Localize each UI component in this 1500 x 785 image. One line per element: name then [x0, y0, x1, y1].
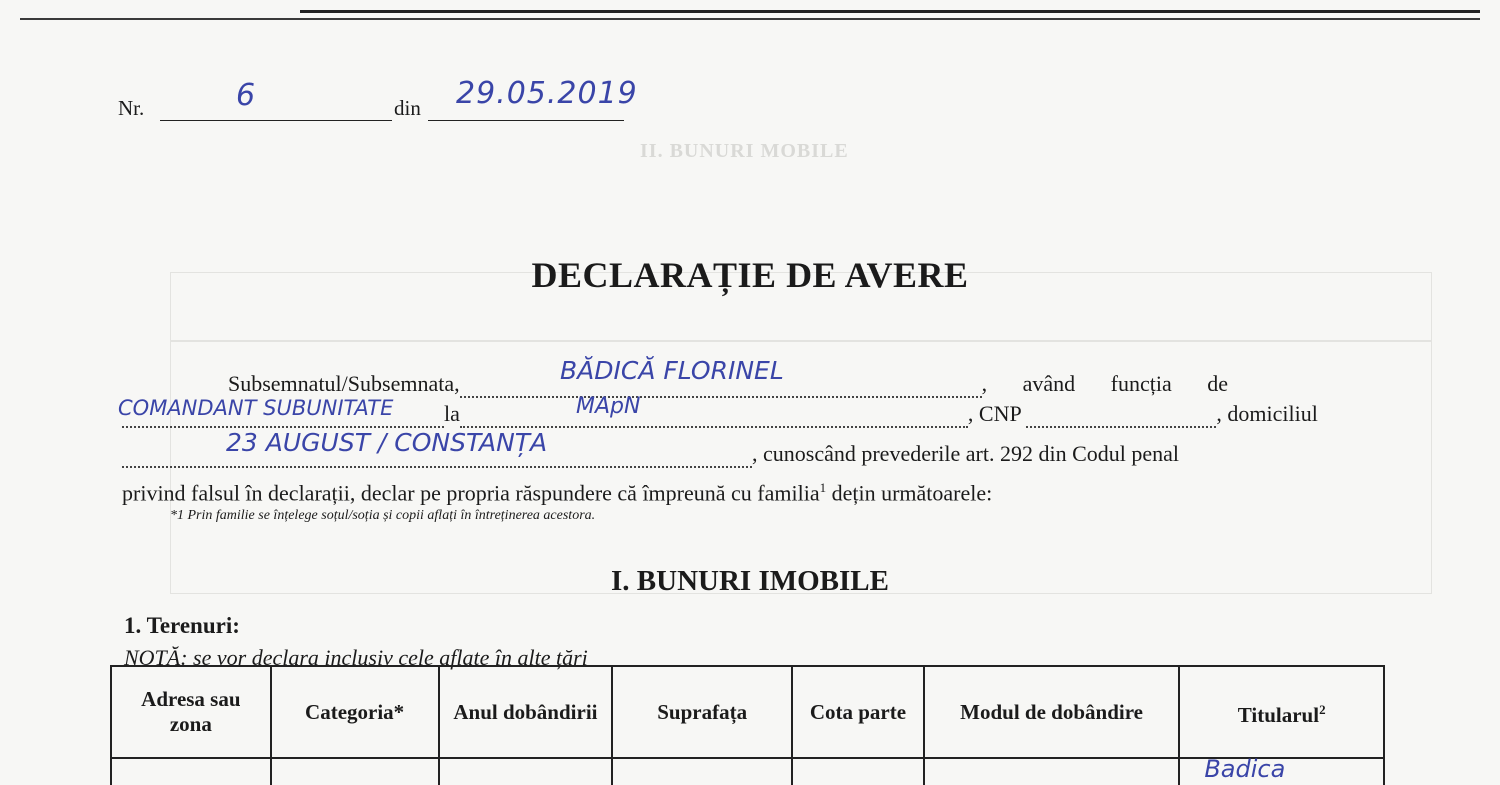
table-row: [111, 758, 1384, 785]
column-header: Adresa sau zona: [111, 666, 271, 758]
cnp-label: , CNP: [967, 401, 1021, 426]
table-cell: [111, 758, 271, 785]
institution-dotted-field: [460, 406, 968, 428]
subsection-title: 1. Terenuri:: [124, 613, 240, 638]
titular-handwritten: Badica: [1204, 755, 1286, 783]
column-header: Categoria*: [271, 666, 439, 758]
land-table: [110, 665, 1385, 785]
declaration-line-4: [122, 474, 1376, 507]
knowing-text: , cunoscând prevederile art. 292 din Codul penal: [752, 441, 1180, 466]
declaration-line-1: [122, 370, 1482, 398]
nr-value-handwritten: 6: [236, 78, 256, 113]
cnp-dotted-field: [1026, 406, 1216, 428]
date-value-handwritten: 29.05.2019: [456, 76, 638, 111]
name-handwritten: BĂDICĂ FLORINEL: [560, 356, 784, 385]
institution-handwritten: MApN: [576, 394, 641, 419]
titular-superscript: 2: [1319, 701, 1326, 717]
nr-underline: [160, 120, 392, 121]
show-through-rule: [170, 340, 1432, 342]
nr-label: Nr.: [118, 96, 145, 120]
function-text: , având funcția de: [981, 371, 1228, 396]
section-title: I. BUNURI IMOBILE: [611, 565, 889, 597]
table-cell: [271, 758, 439, 785]
top-border-line: [300, 10, 1480, 13]
column-header: Anul dobândirii: [439, 666, 613, 758]
column-header: Suprafața: [612, 666, 792, 758]
table-cell: [1179, 755, 1384, 785]
table-cell: [439, 758, 613, 785]
table-header-row: [111, 666, 1384, 758]
intro-text: Subsemnatul/Subsemnata,: [228, 371, 460, 396]
footnote-marker: 1: [819, 480, 827, 495]
titular-label: Titularul: [1237, 702, 1320, 727]
section-note: NOTĂ: se vor declara inclusiv cele aflate în alte țări: [124, 645, 588, 670]
din-label: din: [394, 96, 421, 120]
column-header: Cota parte: [792, 666, 924, 758]
column-header: Modul de dobândire: [924, 666, 1180, 758]
domicile-label: , domiciliul: [1216, 401, 1318, 426]
table-cell: [924, 758, 1180, 785]
function-handwritten: COMANDANT SUBUNITATE: [118, 396, 394, 420]
family-footnote: *1 Prin familie se înțelege soțul/soția și copii aflați în întreținerea acestora.: [170, 508, 596, 523]
document-title: DECLARAȚIE DE AVERE: [531, 255, 969, 295]
table-cell: [792, 758, 924, 785]
din-underline: [428, 120, 624, 121]
top-border-line-2: [20, 18, 1480, 20]
statement-text: privind falsul în declarații, declar pe propria răspundere că împreună cu familia: [122, 480, 820, 506]
address-handwritten: 23 AUGUST / CONSTANȚA: [226, 428, 548, 457]
column-header-titular: [1179, 666, 1384, 758]
table-cell: [612, 758, 792, 785]
la-text: la: [444, 401, 460, 426]
show-through-title: II. BUNURI MOBILE: [640, 140, 849, 162]
statement-end-text: dețin următoarele:: [826, 480, 993, 506]
